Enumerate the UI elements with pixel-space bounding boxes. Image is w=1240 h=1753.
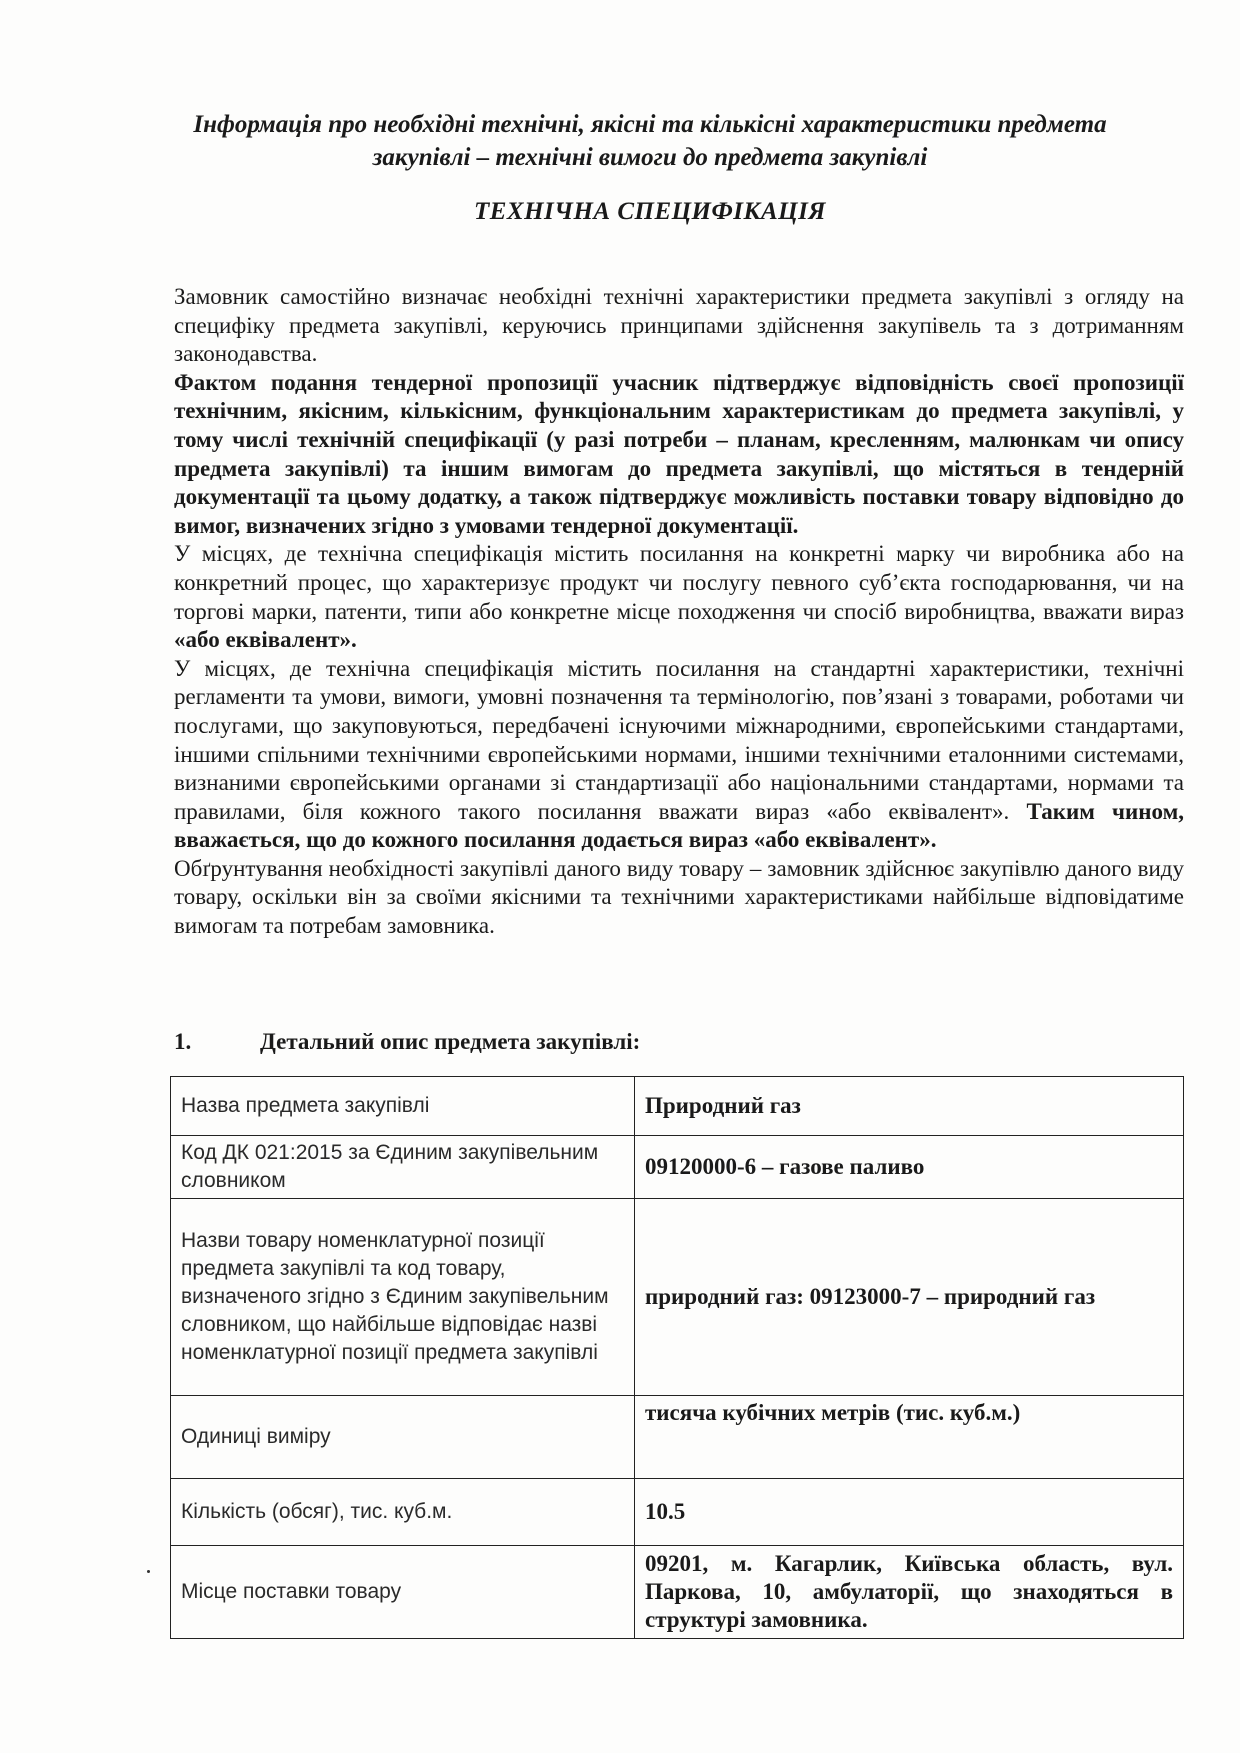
paragraph-4 — [174, 655, 1184, 855]
table-row-value: Природний газ — [635, 1077, 1184, 1136]
table-row — [171, 1396, 1184, 1479]
table-row-label: Місце поставки товару — [171, 1546, 635, 1639]
table-row-label: Код ДК 021:2015 за Єдиним закупівельним словником — [171, 1136, 635, 1199]
table-row-value: 09120000-6 – газове паливо — [635, 1136, 1184, 1199]
table-row — [171, 1077, 1184, 1136]
paragraph-3-bold: «або еквівалент». — [174, 627, 357, 653]
table-row-label: Назва предмета закупівлі — [171, 1077, 635, 1136]
table-row — [171, 1136, 1184, 1199]
table-row-value: 09201, м. Кагарлик, Київська область, вул. Паркова, 10, амбулаторії, що знаходяться в структурі замовника. — [635, 1546, 1184, 1639]
scan-speck — [147, 1570, 150, 1573]
table-row — [171, 1479, 1184, 1546]
section-number: 1. — [174, 1029, 192, 1054]
document-subtitle: ТЕХНІЧНА СПЕЦИФІКАЦІЯ — [473, 198, 827, 225]
paragraph-3 — [174, 540, 1184, 654]
table-row-value: тисяча кубічних метрів (тис. куб.м.) — [635, 1396, 1184, 1479]
section-heading — [174, 1027, 1174, 1057]
paragraph-5: Обґрунтування необхідності закупівлі даного виду товару – замовник здійснює закупівлю даного виду товару, оскільки він за своїми якісними та технічними характеристиками найбільше відповідатиме вимогам та потребам замовника. — [174, 855, 1184, 939]
section-title: Детальний опис предмета закупівлі: — [260, 1029, 641, 1054]
table-row-label: Кількість (обсяг), тис. куб.м. — [171, 1479, 635, 1546]
paragraph-3-text: У місцях, де технічна специфікація містить посилання на конкретні марку чи виробника або на конкретний процес, що характеризує продукт чи послугу певного суб’єкта господарювання, чи на торгові марки, патенти, типи або конкретне місце походження чи спосіб виробництва, вважати вираз — [174, 541, 1184, 624]
table-row-value: 10.5 — [635, 1479, 1184, 1546]
document-title: Інформація про необхідні технічні, якісні та кількісні характеристики предмета закупівлі – технічні вимоги до предмета закупівлі — [193, 111, 1107, 171]
paragraph-4-bold: Таким чином, вважається, що до кожного посилання додається вираз «або еквівалент». — [174, 798, 1184, 853]
table-row — [171, 1199, 1184, 1396]
table-row — [171, 1546, 1184, 1639]
paragraph-4-text: У місцях, де технічна специфікація містить посилання на стандартні характеристики, технічні регламенти та умови, вимоги, умовні позначення та термінологію, пов’язані з товарами, роботами чи послугами, що закуповуються, передбачені існуючими міжнародними, європейськими стандартами, іншими спільними технічними європейськими нормами, іншими технічними еталонними системами, визнаними європейськими органами зі стандартизації або національними стандартами, нормами та правилами, біля кожного такого посилання вважати вираз «або еквівалент». — [174, 655, 1184, 824]
table-row-label: Одиниці виміру — [171, 1396, 635, 1479]
table-row-label: Назви товару номенклатурної позиції предмета закупівлі та код товару, визначеного згідно з Єдиним закупівельним словником, що найбільше відповідає назві номенклатурної позиції предмета закупівлі — [171, 1199, 635, 1396]
specification-table — [170, 1076, 1184, 1639]
table-row-value: природний газ: 09123000-7 – природний газ — [635, 1199, 1184, 1396]
paragraph-2: Фактом подання тендерної пропозиції учасник підтверджує відповідність своєї пропозиції технічним, якісним, кількісним, функціональним характеристикам до предмета закупівлі, у тому числі технічній специфікації (у разі потреби – планам, кресленням, малюнкам чи опису предмета закупівлі) та іншим вимогам до предмета закупівлі, що містяться в тендерній документації та цьому додатку, а також підтверджує можливість поставки товару відповідно до вимог, визначених згідно з умовами тендерної документації. — [174, 369, 1184, 538]
paragraph-1: Замовник самостійно визначає необхідні технічні характеристики предмета закупівлі з огляду на специфіку предмета закупівлі, керуючись принципами здійснення закупівель та з дотриманням законодавства. — [174, 284, 1184, 367]
body-text — [174, 283, 1184, 941]
